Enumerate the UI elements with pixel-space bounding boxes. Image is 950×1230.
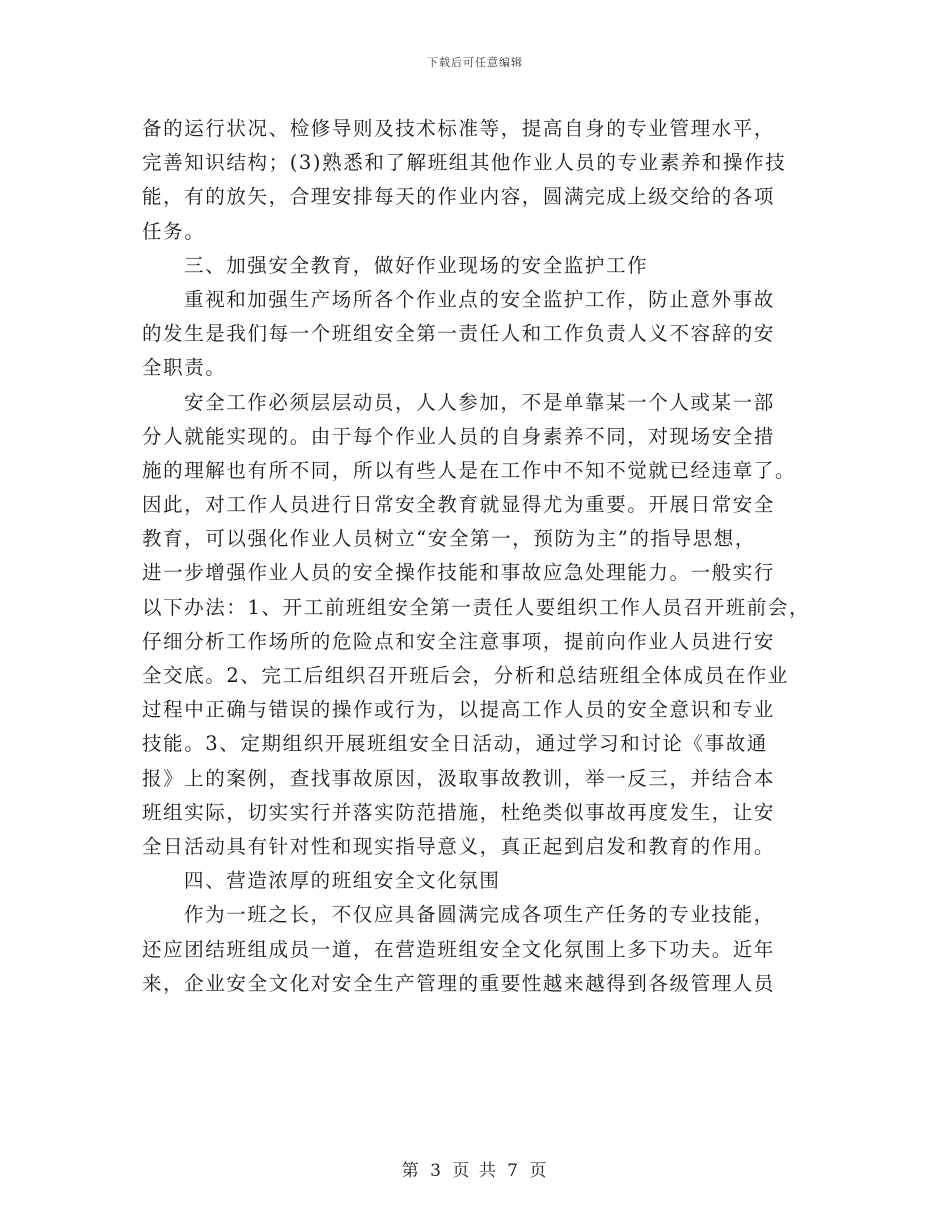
text-line: 仔细分析工作场所的危险点和安全注意事项，提前向作业人员进行安 <box>142 629 776 653</box>
text-line: 完善知识结构；(3)熟悉和了解班组其他作业人员的专业素养和操作技 <box>142 151 787 175</box>
text-line: 四、营造浓厚的班组安全文化氛围 <box>184 869 501 893</box>
text-line: 重视和加强生产场所各个作业点的安全监护工作，防止意外事故 <box>184 287 775 311</box>
text-line: 能，有的放矢，合理安排每天的作业内容，圆满完成上级交给的各项 <box>142 185 776 209</box>
footer-total-pages: 7 <box>507 1161 520 1181</box>
text-line: 备的运行状况、检修导则及技术标准等，提高自身的专业管理水平， <box>142 117 776 140</box>
footer-current-page: 3 <box>430 1161 443 1181</box>
text-line: 过程中正确与错误的操作或行为，以提高工作人员的安全意识和专业 <box>142 698 776 722</box>
document-body <box>142 112 822 1001</box>
text-line: 的发生是我们每一个班组安全第一责任人和工作负责人义不容辞的安 <box>142 322 776 346</box>
text-line: 作为一班之长，不仅应具备圆满完成各项生产任务的专业技能， <box>184 903 775 927</box>
footer-prefix: 第 <box>401 1161 421 1181</box>
text-line: 班组实际，切实实行并落实防范措施，杜绝类似事故再度发生，让安 <box>142 800 776 824</box>
footer-suffix: 页 <box>529 1161 549 1181</box>
text-line: 进一步增强作业人员的安全操作技能和事故应急处理能力。一般实行 <box>142 561 776 585</box>
text-line: 技能。3、定期组织开展班组安全日活动，通过学习和讨论《事故通 <box>142 732 768 756</box>
text-line: 安全工作必须层层动员，人人参加，不是单靠某一个人或某一部 <box>184 390 775 414</box>
text-line: 全交底。2、完工后组织召开班后会，分析和总结班组全体成员在作业 <box>142 664 790 687</box>
text-line: 分人就能实现的。由于每个作业人员的自身素养不同，对现场安全措 <box>142 424 776 448</box>
text-line: 三、加强安全教育，做好作业现场的安全监护工作 <box>184 253 649 277</box>
text-line: 教育，可以强化作业人员树立“安全第一，预防为主”的指导思想， <box>142 527 756 551</box>
text-line: 全日活动具有针对性和现实指导意义，真正起到启发和教育的作用。 <box>142 834 776 858</box>
page-header-note: 下载后可任意编辑 <box>427 56 523 69</box>
text-line: 以下办法：1、开工前班组安全第一责任人要组织工作人员召开班前会， <box>142 595 811 619</box>
text-line: 报》上的案例，查找事故原因，汲取事故教训，举一反三，并结合本 <box>142 766 776 790</box>
text-line: 因此，对工作人员进行日常安全教育就显得尤为重要。开展日常安全 <box>142 493 776 517</box>
text-line: 来，企业安全文化对安全生产管理的重要性越来越得到各级管理人员 <box>142 971 776 995</box>
text-line: 全职责。 <box>142 356 227 380</box>
text-line: 还应团结班组成员一道，在营造班组安全文化氛围上多下功夫。近年 <box>142 937 776 961</box>
text-line: 施的理解也有所不同，所以有些人是在工作中不知不觉就已经违章了。 <box>142 458 797 482</box>
footer-middle: 页 共 <box>452 1161 498 1181</box>
text-line: 任务。 <box>142 219 206 243</box>
page-footer <box>0 1156 950 1181</box>
